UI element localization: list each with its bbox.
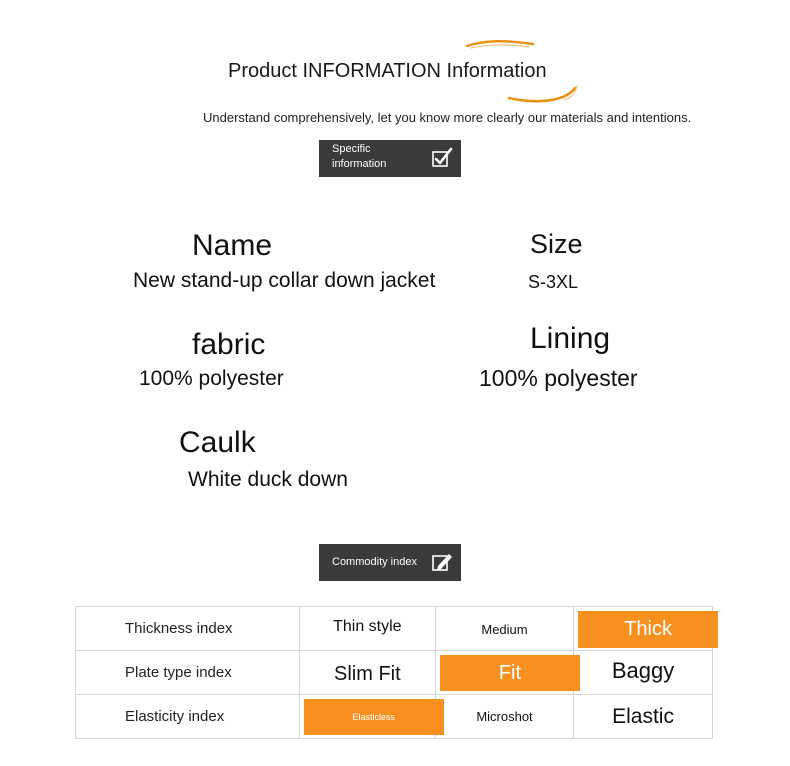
table-row <box>76 695 713 739</box>
option-thick-selected <box>574 607 713 651</box>
commodity-index-label: Commodity index <box>332 556 417 568</box>
option-label: Slim Fit <box>334 663 401 685</box>
option-label: Baggy <box>611 657 675 683</box>
spec-size-title: Size <box>530 229 583 259</box>
selected-highlight: Elasticless <box>304 699 444 735</box>
spec-size-value: S-3XL <box>528 272 579 292</box>
specific-information-tag <box>319 140 461 177</box>
option-label: Medium <box>481 622 528 637</box>
decorative-swoosh-top <box>465 38 535 52</box>
option-medium <box>435 607 573 651</box>
option-slim-fit <box>299 651 435 695</box>
option-elasticless-selected <box>299 695 435 739</box>
table-row <box>76 651 713 695</box>
spec-name-value: New stand-up collar down jacket <box>133 269 436 292</box>
option-label: Thin style <box>333 617 402 635</box>
option-elastic <box>574 695 713 739</box>
spec-name-title: Name <box>192 229 273 262</box>
option-fit-selected <box>435 651 573 695</box>
specific-information-label: Specific information <box>332 143 387 170</box>
spec-caulk-value: White duck down <box>188 468 348 491</box>
option-baggy <box>574 651 713 695</box>
option-label: Microshot <box>476 709 533 724</box>
spec-fabric-value: 100% polyester <box>139 367 284 390</box>
option-microshot <box>435 695 573 739</box>
selected-highlight: Thick <box>578 611 718 648</box>
decorative-swoosh-bottom <box>505 82 585 106</box>
page-title: Product INFORMATION Information <box>228 60 547 82</box>
spec-caulk-title: Caulk <box>179 426 256 459</box>
commodity-index-table <box>75 606 713 739</box>
table-row <box>76 607 713 651</box>
page-subtitle: Understand comprehensively, let you know more clearly our materials and intentions. <box>203 110 692 125</box>
option-thin-style <box>299 607 435 651</box>
commodity-index-tag <box>319 544 461 581</box>
spec-lining-value: 100% polyester <box>479 365 638 391</box>
edit-pen-icon <box>431 551 453 573</box>
option-label: Elastic <box>612 704 674 728</box>
spec-fabric-title: fabric <box>192 328 266 361</box>
selected-highlight: Fit <box>440 655 580 691</box>
thickness-index-label: Thickness index <box>76 607 300 651</box>
elasticity-index-label: Elasticity index <box>76 695 300 739</box>
plate-type-index-label: Plate type index <box>76 651 300 695</box>
edit-check-icon <box>431 147 453 169</box>
spec-lining-title: Lining <box>530 322 611 355</box>
